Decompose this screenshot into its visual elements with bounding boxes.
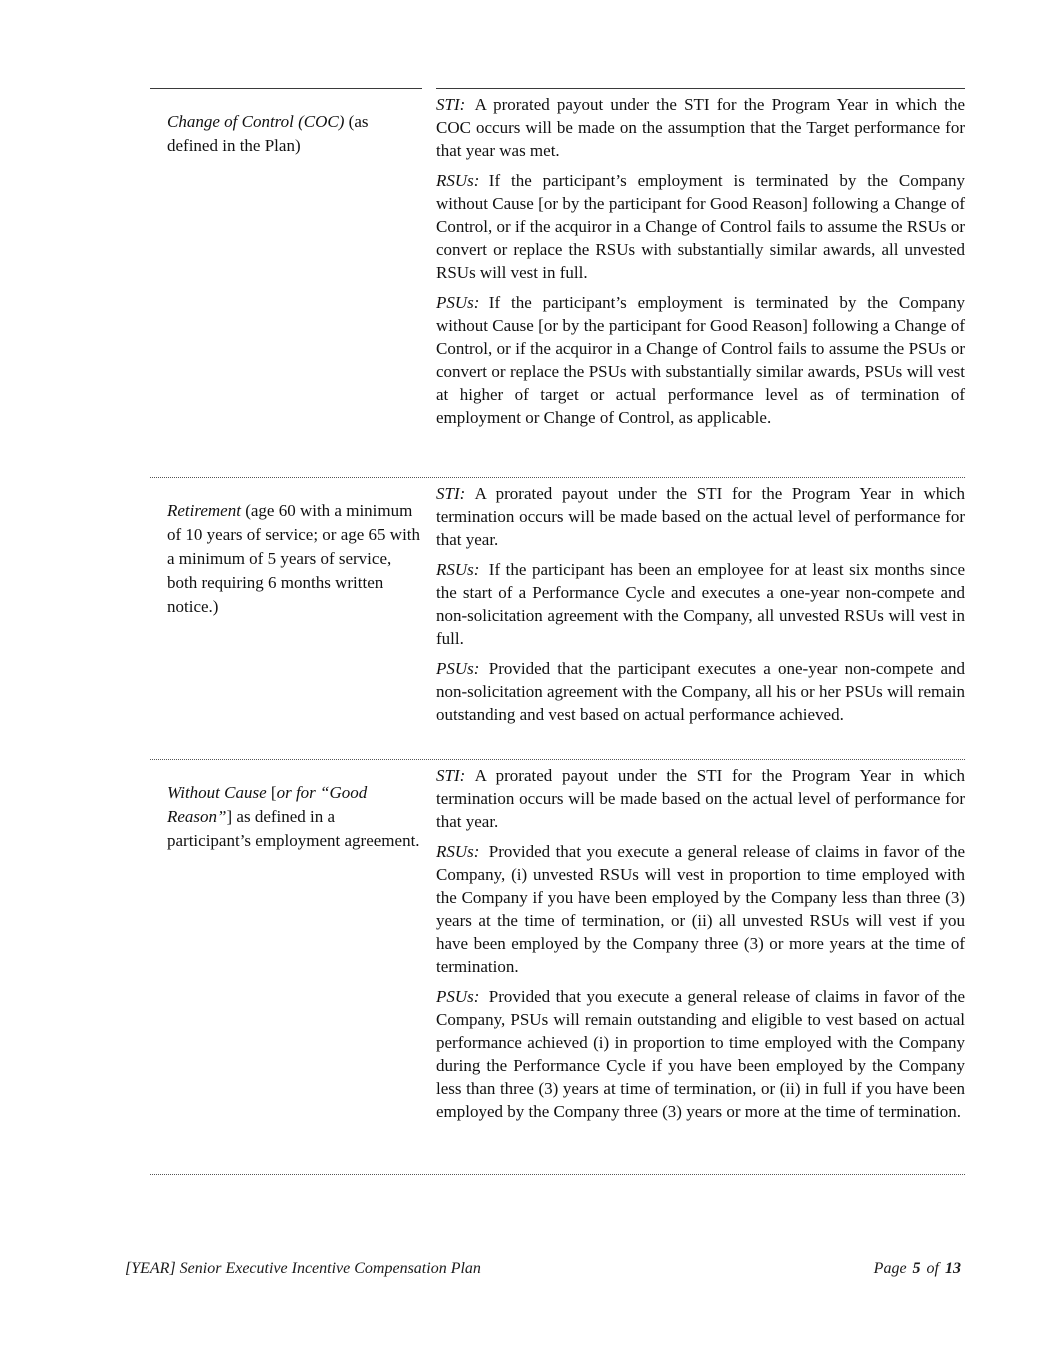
- paragraph-label: RSUs:: [436, 171, 480, 190]
- paragraph-text: A prorated payout under the STI for the Program Year in which the COC occurs will be made on the assumption that the Target performance for that year was met.: [436, 95, 965, 160]
- paragraph-label: PSUs:: [436, 293, 480, 312]
- paragraph-label: STI:: [436, 484, 466, 503]
- term-paragraph: [436, 657, 965, 726]
- term-paragraph: [436, 93, 965, 162]
- footer-page-number: 5: [912, 1260, 921, 1277]
- paragraph-text: A prorated payout under the STI for the Program Year in which termination occurs will be made based on the actual level of performance for that year.: [436, 484, 965, 549]
- paragraph-label: RSUs:: [436, 842, 480, 861]
- scenario-segment: or for “Good Reason”: [167, 783, 368, 826]
- paragraph-label: PSUs:: [436, 987, 480, 1006]
- scenario-segment: Without Cause: [167, 783, 267, 802]
- termination-scenarios-table: [150, 88, 965, 1175]
- footer-document-title: [YEAR] Senior Executive Incentive Compensation Plan: [125, 1260, 481, 1277]
- page-footer: [125, 1260, 962, 1278]
- term-paragraph: [436, 840, 965, 978]
- term-paragraph: [436, 291, 965, 429]
- scenario-text: [167, 110, 422, 158]
- paragraph-label: PSUs:: [436, 659, 480, 678]
- scenario-text: [167, 499, 422, 619]
- terms-cell: [436, 760, 965, 1174]
- paragraph-text: Provided that the participant executes a one-year non-compete and non-solicitation agreement with the Company, all his or her PSUs will remain outstanding and vest based on actual performance achieved.: [436, 659, 965, 724]
- scenario-cell: [150, 760, 422, 1174]
- table-row: [150, 88, 965, 478]
- scenario-segment: Change of Control (COC): [167, 112, 345, 131]
- footer-page-total: 13: [945, 1260, 961, 1277]
- table-row: [150, 478, 965, 760]
- scenario-cell: [150, 478, 422, 759]
- scenario-segment: (age 60 with a minimum of 10 years of service; or age 65 with a minimum of 5 years of service, both requiring 6 months written notice.): [167, 501, 421, 616]
- terms-cell: [436, 478, 965, 759]
- paragraph-text: Provided that you execute a general release of claims in favor of the Company, PSUs will remain outstanding and eligible to vest based on actual performance achieved (i) in proportion to time employed with the Company during the Performance Cycle if you have been employed by the Company less than three (3) years at time of termination, or (ii) in full if you have been employed by the Company three (3) years or more at the time of termination.: [436, 987, 965, 1121]
- paragraph-label: STI:: [436, 95, 466, 114]
- paragraph-text: A prorated payout under the STI for the Program Year in which termination occurs will be made based on the actual level of performance for that year.: [436, 766, 965, 831]
- paragraph-text: If the participant’s employment is terminated by the Company without Cause [or by the participant for Good Reason] following a Change of Control, or if the acquiror in a Change of Control fails to assume the PSUs or convert or replace the PSUs with substantially similar awards, PSUs will vest at higher of target or actual performance level as of termination of employment or Change of Control, as applicable.: [436, 293, 965, 427]
- term-paragraph: [436, 482, 965, 551]
- table-row: [150, 760, 965, 1175]
- scenario-segment: ] as defined in a participant’s employment agreement.: [167, 807, 420, 850]
- paragraph-text: If the participant’s employment is terminated by the Company without Cause [or by the participant for Good Reason] following a Change of Control, or if the acquiror in a Change of Control fails to assume the RSUs or convert or replace the RSUs with substantially similar awards, all unvested RSUs will vest in full.: [436, 171, 965, 282]
- scenario-segment: (as defined in the Plan): [167, 112, 369, 155]
- term-paragraph: [436, 985, 965, 1123]
- paragraph-text: Provided that you execute a general release of claims in favor of the Company, (i) unvested RSUs will vest in proportion to time employed with the Company if you have been employed by the Company less than three (3) years at the time of termination, or (ii) all unvested RSUs will vest if you have been employed by the Company three (3) or more years at the time of termination.: [436, 842, 965, 976]
- term-paragraph: [436, 558, 965, 650]
- footer-page-indicator: [873, 1260, 962, 1278]
- footer-of-word: of: [926, 1260, 939, 1277]
- scenario-cell: [150, 88, 422, 477]
- scenario-segment: Retirement: [167, 501, 241, 520]
- scenario-segment: [: [266, 783, 277, 802]
- footer-page-word: Page: [873, 1260, 907, 1277]
- paragraph-label: RSUs:: [436, 560, 480, 579]
- term-paragraph: [436, 169, 965, 284]
- terms-cell: [436, 88, 965, 477]
- paragraph-text: If the participant has been an employee for at least six months since the start of a Performance Cycle and executes a one-year non-compete and non-solicitation agreement with the Company, all unvested RSUs will vest in full.: [436, 560, 965, 648]
- paragraph-label: STI:: [436, 766, 466, 785]
- term-paragraph: [436, 764, 965, 833]
- scenario-text: [167, 781, 422, 853]
